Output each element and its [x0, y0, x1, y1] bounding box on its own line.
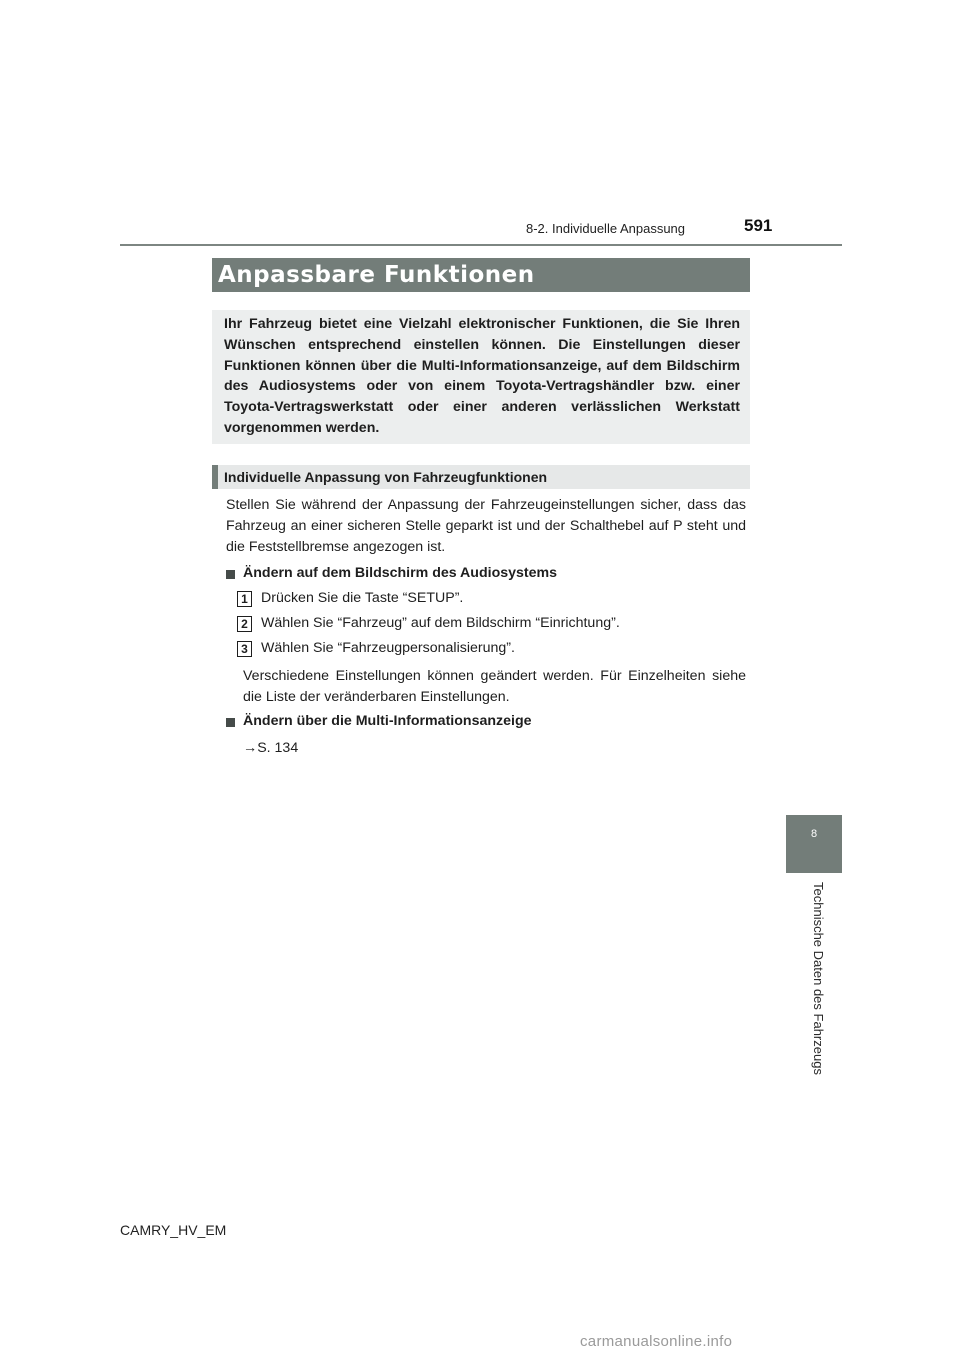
bullet-square-icon	[226, 718, 235, 727]
watermark: carmanualsonline.info	[580, 1333, 733, 1350]
chapter-tab-label: Technische Daten des Fahrzeugs	[811, 882, 826, 1075]
chapter-tab	[786, 815, 842, 873]
bullet-heading-audio: Ändern auf dem Bildschirm des Audiosystems	[243, 565, 558, 581]
step-number-badge: 1	[237, 591, 252, 607]
chapter-tab-number: 8	[810, 828, 818, 840]
footer-code: CAMRY_HV_EM	[120, 1222, 227, 1238]
intro-box	[212, 310, 750, 444]
page-title: Anpassbare Funktionen	[218, 262, 535, 288]
subsection-accent	[212, 465, 218, 489]
section-header: 8-2. Individuelle Anpassung	[526, 221, 686, 236]
step-number-badge: 2	[237, 616, 252, 632]
step-text: Wählen Sie “Fahrzeugpersonalisierung”.	[261, 640, 515, 656]
page-reference-link[interactable]: →S. 134	[243, 740, 299, 756]
page-number: 591	[744, 216, 773, 235]
body-paragraph: Stellen Sie während der Anpassung der Fahrzeugeinstellungen sicher, dass das Fahrzeug an einer sicheren Stelle geparkt ist und der Schalthebel auf P steht und die Feststellbremse angezogen ist.	[226, 497, 746, 555]
bullet-square-icon	[226, 570, 235, 579]
intro-text: Ihr Fahrzeug bietet eine Vielzahl elektronischer Funktionen, die Sie Ihren Wünschen entsprechend einstellen können. Die Einstellungen dieser Funktionen können über die Multi-Informationsanzeige, auf dem Bildschirm des Audiosystems oder von einem Toyota-Vertragshändler bzw. einer Toyota-Vertragswerkstatt oder einer anderen verlässlichen Werkstatt vorgenommen werden.	[224, 316, 740, 436]
bullet-heading-multi-info: Ändern über die Multi-Informationsanzeige	[243, 713, 532, 729]
note-paragraph: Verschiedene Einstellungen können geändert werden. Für Einzelheiten siehe die Liste der veränderbaren Einstellungen.	[243, 668, 746, 705]
subsection-title: Individuelle Anpassung von Fahrzeugfunktionen	[224, 469, 548, 485]
step-number-badge: 3	[237, 641, 252, 657]
header-divider	[120, 244, 842, 246]
step-text: Wählen Sie “Fahrzeug” auf dem Bildschirm “Einrichtung”.	[261, 615, 620, 631]
step-text: Drücken Sie die Taste “SETUP”.	[261, 590, 464, 606]
